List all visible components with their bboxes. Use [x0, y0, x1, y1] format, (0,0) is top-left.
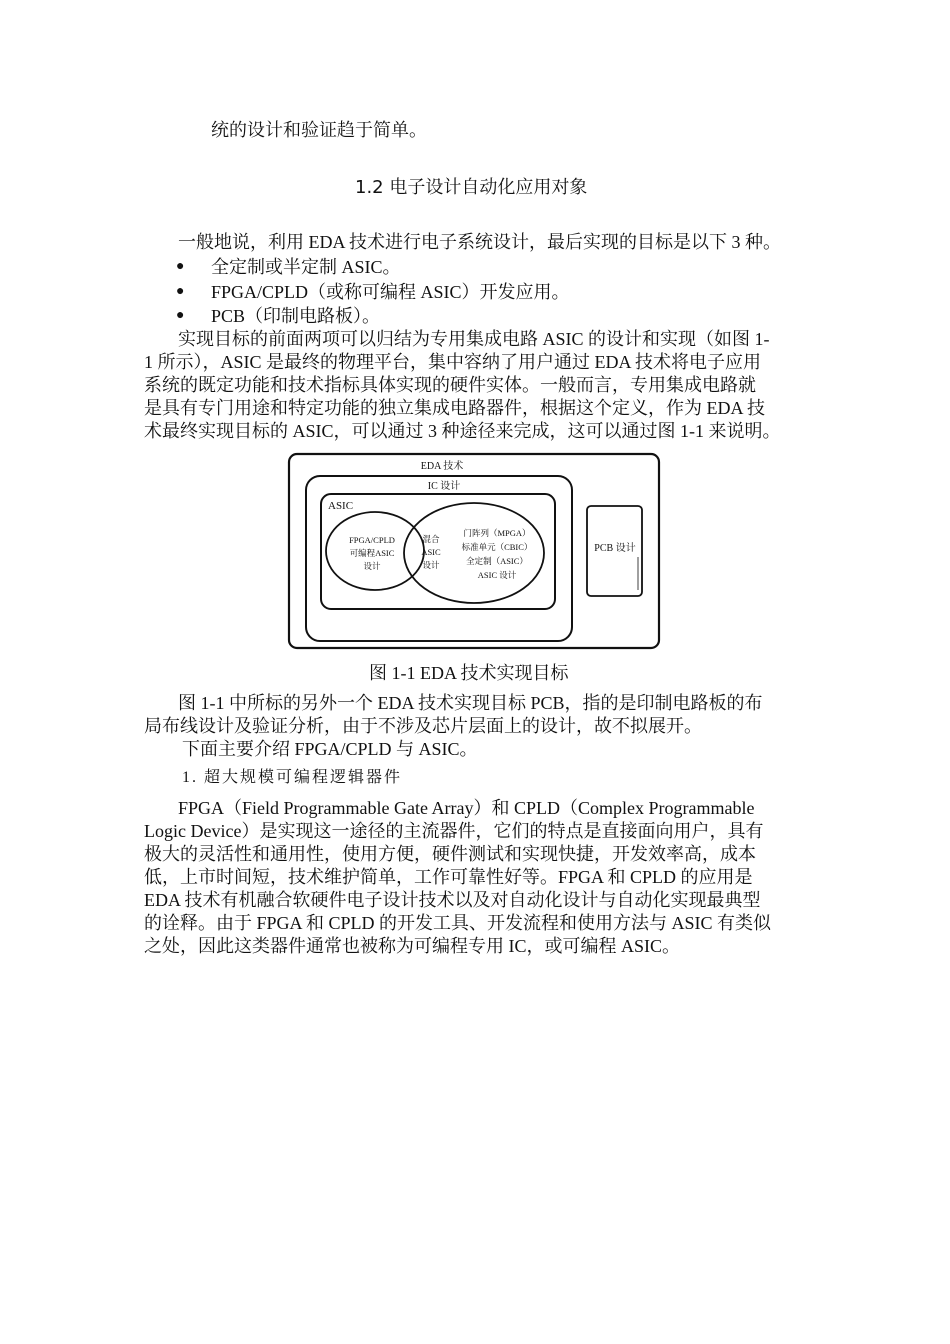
paragraph-line: 局布线设计及验证分析，由于不涉及芯片层面上的设计，故不拟展开。	[144, 716, 702, 736]
bullet-dot: ●	[176, 259, 185, 274]
paragraph-line: 术最终实现目标的 ASIC，可以通过 3 种途径来完成，这可以通过图 1-1 来说明。	[144, 421, 781, 441]
fpga-label-1: FPGA/CPLD	[349, 535, 395, 545]
fpga-label-3: 设计	[363, 561, 381, 571]
continued-text: 统的设计和验证趋于简单。	[211, 120, 427, 140]
paragraph-line: EDA 技术有机融合软硬件电子设计技术以及对自动化设计与自动化实现最典型	[144, 890, 761, 910]
paragraph-line: Logic Device）是实现这一途径的主流器件，它们的特点是直接面向用户，具有	[144, 821, 764, 841]
paragraph-line: 1 所示），ASIC 是最终的物理平台，集中容纳了用户通过 EDA 技术将电子应用	[144, 352, 762, 372]
mixed-label-1: 混合	[422, 534, 440, 544]
gate-array-label-4: ASIC 设计	[477, 570, 517, 580]
fpga-label-2: 可编程ASIC	[349, 548, 395, 558]
bullet-dot: ●	[176, 308, 185, 323]
gate-array-label-1: 门阵列（MPGA）	[463, 528, 531, 538]
paragraph-line: 的诠释。由于 FPGA 和 CPLD 的开发工具、开发流程和使用方法与 ASIC 有类似	[144, 913, 772, 933]
eda-target-diagram	[287, 452, 661, 650]
paragraph-line: 系统的既定功能和技术指标具体实现的硬件实体。一般而言，专用集成电路就	[144, 375, 756, 395]
paragraph-line: 低，上市时间短，技术维护简单，工作可靠性好等。FPGA 和 CPLD 的应用是	[144, 867, 753, 887]
mixed-label-3: 设计	[422, 560, 440, 570]
bullet-item: PCB（印制电路板）。	[211, 306, 381, 326]
bullet-item: 全定制或半定制 ASIC。	[211, 257, 401, 277]
ic-design-label: IC 设计	[427, 481, 461, 492]
paragraph-line: 图 1-1 中所标的另外一个 EDA 技术实现目标 PCB，指的是印制电路板的布	[178, 693, 763, 713]
pcb-design-label: PCB 设计	[594, 543, 636, 554]
paragraph-line: 之处，因此这类器件通常也被称为可编程专用 IC，或可编程 ASIC。	[144, 936, 681, 956]
paragraph-line: FPGA（Field Programmable Gate Array）和 CPLD（Complex Programmable	[178, 798, 755, 818]
eda-label: EDA 技术	[420, 461, 464, 472]
bullet-dot: ●	[176, 284, 185, 299]
intro-paragraph: 一般地说，利用 EDA 技术进行电子系统设计，最后实现的目标是以下 3 种。	[178, 232, 781, 252]
gate-array-label-2: 标准单元（CBIC）	[461, 542, 533, 552]
subsection-heading: 1. 超大规模可编程逻辑器件	[182, 769, 403, 786]
gate-array-label-3: 全定制（ASIC）	[466, 556, 528, 566]
figure-caption: 图 1-1 EDA 技术实现目标	[369, 663, 569, 683]
paragraph-line: 极大的灵活性和通用性，使用方便，硬件测试和实现快捷，开发效率高，成本	[144, 844, 756, 864]
mixed-label-2: ASIC	[421, 547, 441, 557]
paragraph-intro-next: 下面主要介绍 FPGA/CPLD 与 ASIC。	[182, 739, 478, 759]
paragraph-line: 实现目标的前面两项可以归结为专用集成电路 ASIC 的设计和实现（如图 1-	[178, 329, 770, 349]
bullet-item: FPGA/CPLD（或称可编程 ASIC）开发应用。	[211, 282, 570, 302]
section-heading: 1.2 电子设计自动化应用对象	[355, 177, 588, 198]
asic-label: ASIC	[328, 500, 354, 512]
paragraph-line: 是具有专门用途和特定功能的独立集成电路器件，根据这个定义，作为 EDA 技	[144, 398, 765, 418]
